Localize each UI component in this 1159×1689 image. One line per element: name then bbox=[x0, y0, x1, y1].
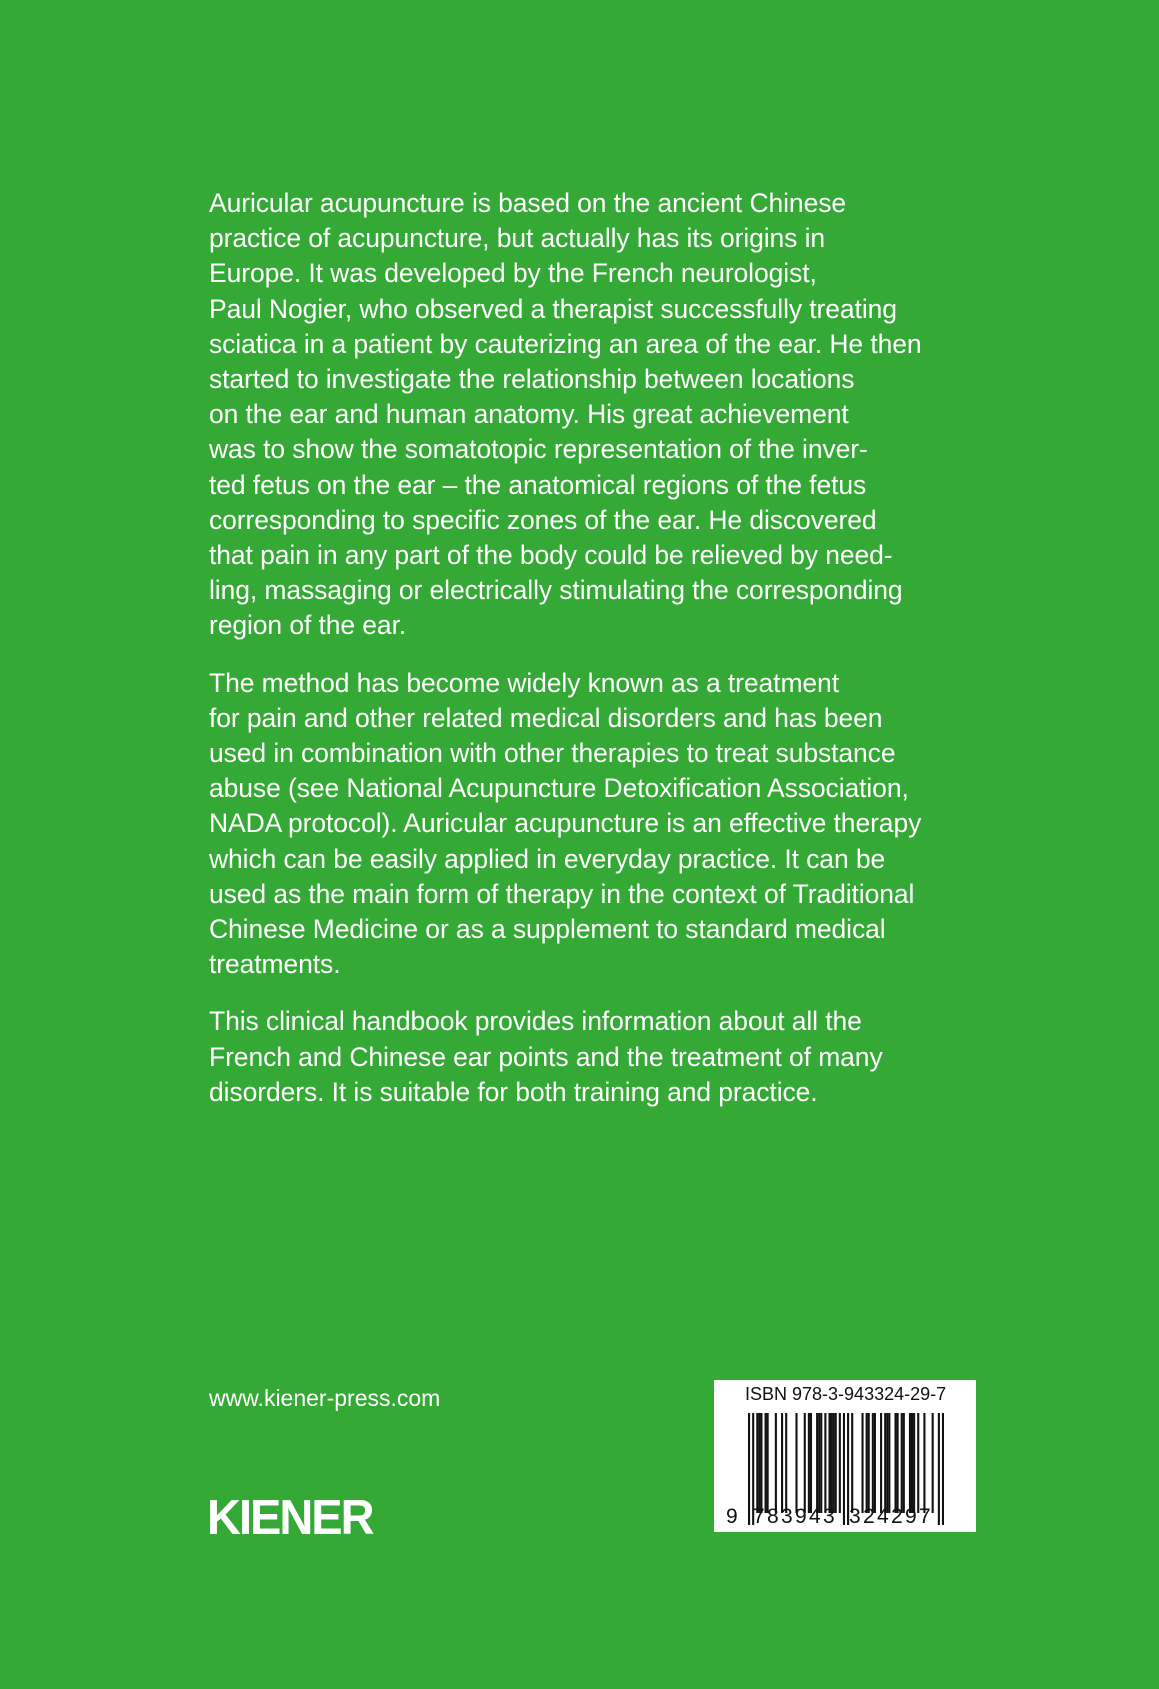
text-line: Europe. It was developed by the French neurologist, bbox=[209, 258, 817, 289]
cover-description bbox=[209, 186, 989, 1132]
text-line: corresponding to specific zones of the ear. He discovered bbox=[209, 504, 877, 535]
barcode-bar bbox=[938, 1413, 940, 1525]
text-line: This clinical handbook provides information about all the bbox=[209, 1006, 862, 1037]
barcode-bar bbox=[868, 1413, 870, 1513]
barcode-digit: 9 bbox=[795, 1505, 807, 1528]
barcode-bar bbox=[903, 1413, 905, 1513]
barcode-bar bbox=[880, 1413, 882, 1513]
barcode-bar bbox=[888, 1413, 890, 1513]
barcode-bar bbox=[775, 1413, 777, 1513]
barcode-digit: 9 bbox=[905, 1505, 917, 1528]
barcode-bar bbox=[923, 1413, 925, 1513]
barcode-bar bbox=[758, 1413, 760, 1513]
barcode-digit: 2 bbox=[891, 1505, 903, 1528]
barcode-bar bbox=[942, 1413, 944, 1525]
barcode-digit: 4 bbox=[809, 1505, 821, 1528]
barcode-bar bbox=[828, 1413, 830, 1513]
barcode-bar bbox=[872, 1413, 874, 1513]
barcode-bar bbox=[810, 1413, 812, 1513]
text-line: used as the main form of therapy in the context of Traditional bbox=[209, 878, 915, 909]
barcode-digit: 7 bbox=[753, 1505, 765, 1528]
barcode-digit: 7 bbox=[919, 1505, 931, 1528]
barcode-bar bbox=[932, 1413, 934, 1513]
barcode-bar bbox=[843, 1413, 845, 1525]
barcode-digit: 4 bbox=[877, 1505, 889, 1528]
barcode-digit: 9 bbox=[726, 1505, 738, 1528]
barcode-bar bbox=[820, 1413, 822, 1513]
isbn-barcode bbox=[714, 1380, 976, 1532]
barcode-digit: 3 bbox=[849, 1505, 861, 1528]
barcode-bar bbox=[851, 1413, 853, 1513]
barcode-bar bbox=[866, 1413, 868, 1513]
text-line: The method has become widely known as a treatment bbox=[209, 667, 839, 698]
barcode-bar bbox=[760, 1413, 762, 1513]
text-line: for pain and other related medical disorders and has been bbox=[209, 702, 883, 733]
text-line: started to investigate the relationship between locations bbox=[209, 364, 855, 395]
barcode-bar bbox=[897, 1413, 899, 1513]
text-line: Chinese Medicine or as a supplement to standard medical bbox=[209, 914, 886, 945]
barcode-digit: 3 bbox=[781, 1505, 793, 1528]
barcode-bar bbox=[748, 1413, 750, 1525]
barcode-bar bbox=[816, 1413, 818, 1513]
text-line: which can be easily applied in everyday practice. It can be bbox=[209, 843, 886, 874]
barcode-bar bbox=[884, 1413, 886, 1513]
barcode-bar bbox=[767, 1413, 769, 1513]
text-line: that pain in any part of the body could be relieved by need- bbox=[209, 540, 893, 571]
barcode-bar bbox=[835, 1413, 837, 1513]
text-line: ted fetus on the ear – the anatomical regions of the fetus bbox=[209, 469, 867, 500]
barcode-digit: 8 bbox=[767, 1505, 779, 1528]
barcode-bar bbox=[833, 1413, 835, 1513]
barcode-bar bbox=[894, 1413, 896, 1513]
barcode-bar bbox=[886, 1413, 888, 1513]
barcode-bar bbox=[909, 1413, 911, 1513]
barcode-bar bbox=[861, 1413, 863, 1513]
description-paragraph-3 bbox=[209, 1004, 989, 1110]
text-line: Auricular acupuncture is based on the ancient Chinese bbox=[209, 188, 846, 218]
barcode-bar bbox=[765, 1413, 767, 1513]
barcode-digit: 2 bbox=[863, 1505, 875, 1528]
description-paragraph-1 bbox=[209, 186, 989, 644]
text-line: treatments. bbox=[209, 949, 341, 980]
barcode-bar bbox=[831, 1413, 833, 1513]
barcode-bar bbox=[917, 1413, 919, 1513]
publisher-website[interactable]: www.kiener-press.com bbox=[209, 1385, 441, 1411]
text-line: French and Chinese ear points and the treatment of many bbox=[209, 1041, 883, 1072]
text-line: Paul Nogier, who observed a therapist successfully treating bbox=[209, 293, 897, 324]
text-line: practice of acupuncture, but actually has its origins in bbox=[209, 223, 826, 254]
text-line: abuse (see National Acupuncture Detoxification Association, bbox=[209, 773, 909, 804]
isbn-label: ISBN 978-3-943324-29-7 bbox=[745, 1384, 947, 1404]
barcode-bar bbox=[795, 1413, 797, 1513]
text-line: was to show the somatotopic representation of the inver- bbox=[209, 434, 868, 465]
description-paragraph-2 bbox=[209, 666, 989, 983]
barcode-bar bbox=[874, 1413, 876, 1513]
text-line: disorders. It is suitable for both training and practice. bbox=[209, 1076, 818, 1107]
text-line: used in combination with other therapies to treat substance bbox=[209, 738, 896, 769]
barcode-bar bbox=[839, 1413, 841, 1513]
barcode-bar bbox=[804, 1413, 806, 1513]
barcode-digit: 3 bbox=[823, 1505, 835, 1528]
barcode-bar bbox=[913, 1413, 915, 1513]
text-line: region of the ear. bbox=[209, 610, 407, 641]
barcode-bar bbox=[818, 1413, 820, 1513]
barcode-bar bbox=[781, 1413, 783, 1513]
text-line: NADA protocol). Auricular acupuncture is an effective therapy bbox=[209, 808, 922, 839]
text-line: ling, massaging or electrically stimulating the corresponding bbox=[209, 575, 903, 606]
barcode-bar bbox=[785, 1413, 787, 1513]
text-line: on the ear and human anatomy. His great achievement bbox=[209, 399, 849, 430]
barcode-bar bbox=[756, 1413, 758, 1513]
barcode-bar bbox=[808, 1413, 810, 1513]
barcode-bar bbox=[824, 1413, 826, 1513]
publisher-logo: KIENER bbox=[207, 1489, 373, 1545]
barcode-bar bbox=[911, 1413, 913, 1513]
text-line: sciatica in a patient by cauterizing an area of the ear. He then bbox=[209, 328, 922, 359]
barcode-bar bbox=[901, 1413, 903, 1513]
